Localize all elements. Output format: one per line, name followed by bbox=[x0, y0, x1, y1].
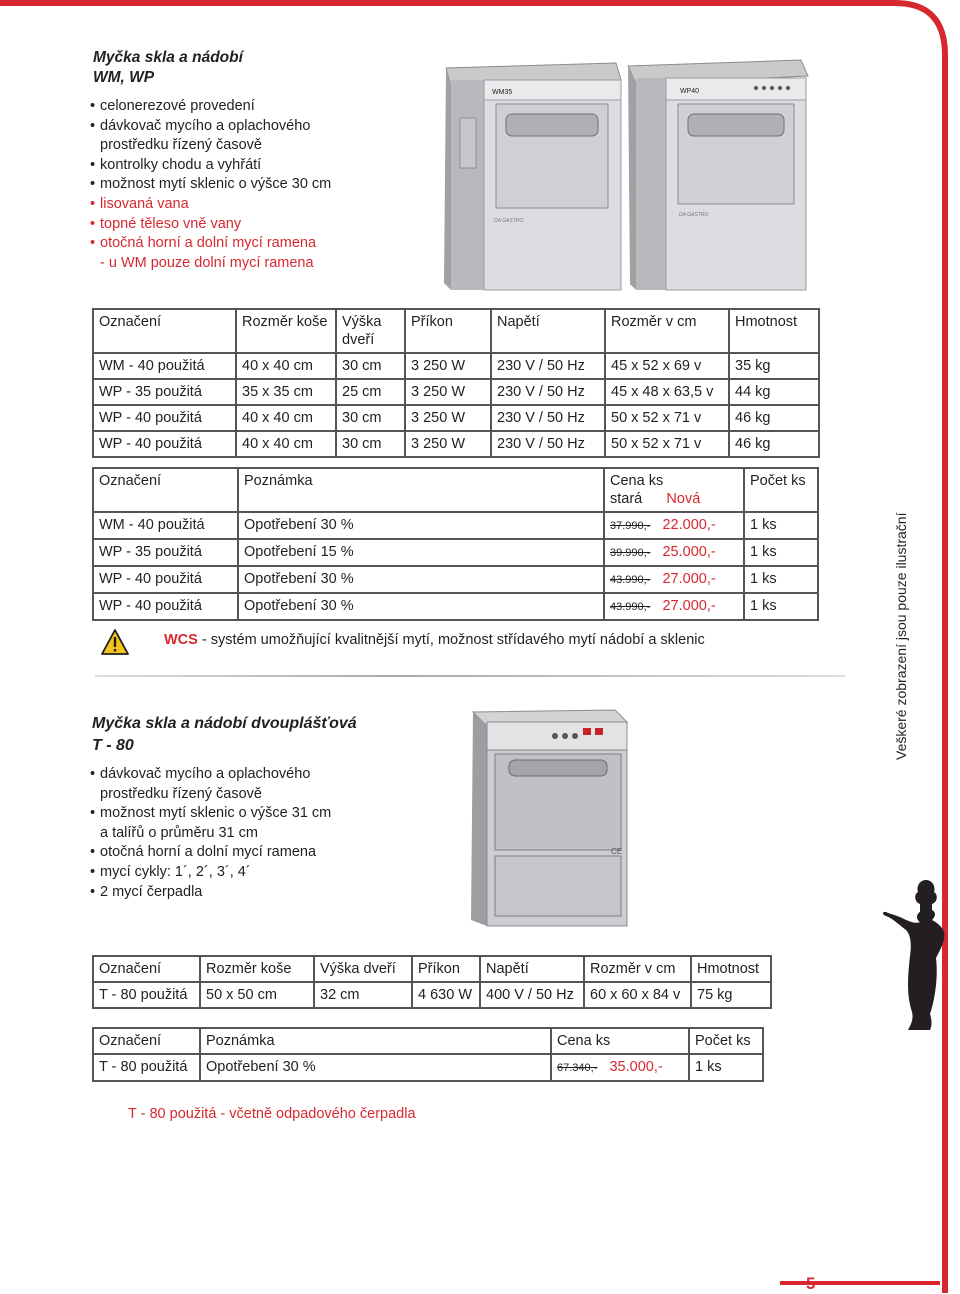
table-cell: 230 V / 50 Hz bbox=[491, 379, 605, 405]
chef-silhouette-icon bbox=[880, 878, 960, 1033]
item-count: 1 ks bbox=[689, 1054, 763, 1081]
table-cell: 75 kg bbox=[691, 982, 771, 1008]
table-cell: 50 x 52 x 71 v bbox=[605, 431, 729, 457]
item-count: 1 ks bbox=[744, 566, 818, 593]
price-table-2 bbox=[92, 1027, 764, 1082]
item-name: WP - 40 použitá bbox=[93, 566, 238, 593]
t80-dishwasher-image bbox=[465, 708, 635, 930]
feature-item: • otočná horní a dolní mycí ramena bbox=[90, 843, 331, 863]
table-cell: 46 kg bbox=[729, 431, 819, 457]
table-cell: 25 cm bbox=[336, 379, 405, 405]
table-cell: WM - 40 použitá bbox=[93, 353, 236, 379]
divider bbox=[95, 675, 845, 677]
spec-table-2 bbox=[92, 955, 772, 1009]
table-row bbox=[93, 512, 818, 539]
table-cell: 30 cm bbox=[336, 431, 405, 457]
old-price: 67.340,- bbox=[557, 1062, 598, 1074]
wp40-brand: DA GASTRO bbox=[679, 212, 709, 218]
table-cell: 45 x 48 x 63,5 v bbox=[605, 379, 729, 405]
feature-item: prostředku řízený časově bbox=[100, 785, 262, 802]
section2-title-line2: T - 80 bbox=[92, 737, 134, 754]
old-price: 43.990,- bbox=[610, 601, 651, 613]
header-vyska-dveri: Výška dveří bbox=[336, 309, 405, 353]
section1-title-line2: WM, WP bbox=[93, 69, 155, 86]
table-cell: 50 x 52 x 71 v bbox=[605, 405, 729, 431]
item-name: WM - 40 použitá bbox=[93, 512, 238, 539]
header-oznaceni: Označení bbox=[93, 1028, 200, 1054]
feature-item: • otočná horní a dolní mycí ramena bbox=[90, 234, 331, 254]
new-price: 27.000,- bbox=[662, 571, 716, 587]
table-cell: 35 x 35 cm bbox=[236, 379, 336, 405]
wm35-label: WM35 bbox=[492, 89, 513, 96]
table-row bbox=[93, 593, 818, 620]
table-cell: 230 V / 50 Hz bbox=[491, 405, 605, 431]
feature-item: • kontrolky chodu a vyhřátí bbox=[90, 156, 331, 176]
table-row bbox=[93, 539, 818, 566]
item-price bbox=[604, 539, 744, 566]
wp40-machine bbox=[628, 60, 808, 290]
table-cell: 44 kg bbox=[729, 379, 819, 405]
feature-item: • možnost mytí sklenic o výšce 31 cm bbox=[90, 804, 331, 824]
ce-mark-icon: CE bbox=[611, 847, 623, 856]
side-disclaimer-text: Veškeré zobrazení jsou pouze ilustrační bbox=[893, 512, 909, 760]
item-note: Opotřebení 15 % bbox=[238, 539, 604, 566]
wcs-text: - systém umožňující kvalitnější mytí, možnost střídavého mytí nádobí a sklenic bbox=[197, 632, 705, 648]
wm35-brand: DA GASTRO bbox=[494, 218, 524, 224]
table-cell: 4 630 W bbox=[412, 982, 480, 1008]
table-header-row bbox=[93, 1028, 763, 1054]
table-cell: 3 250 W bbox=[405, 431, 491, 457]
table-cell: 46 kg bbox=[729, 405, 819, 431]
header-rozmer-kose: Rozměr koše bbox=[236, 309, 336, 353]
table-cell: 40 x 40 cm bbox=[236, 405, 336, 431]
page-number: 5 bbox=[806, 1274, 816, 1293]
section1-title-line1: Myčka skla a nádobí bbox=[93, 49, 243, 66]
header-hmotnost: Hmotnost bbox=[691, 956, 771, 982]
section2-title-line1: Myčka skla a nádobí dvouplášťová bbox=[92, 715, 357, 732]
item-note: Opotřebení 30 % bbox=[238, 512, 604, 539]
item-price bbox=[551, 1054, 689, 1081]
footnote: T - 80 použitá - včetně odpadového čerpadla bbox=[128, 1106, 416, 1122]
feature-item: • možnost mytí sklenic o výšce 30 cm bbox=[90, 175, 331, 195]
item-name: WP - 40 použitá bbox=[93, 593, 238, 620]
header-napeti: Napětí bbox=[491, 309, 605, 353]
wm-wp-dishwashers-image bbox=[436, 58, 814, 294]
table-cell: 30 cm bbox=[336, 405, 405, 431]
table-cell: 30 cm bbox=[336, 353, 405, 379]
header-cena: Cena ks stará Nová bbox=[604, 468, 744, 512]
header-poznamka: Poznámka bbox=[200, 1028, 551, 1054]
table-cell: 3 250 W bbox=[405, 379, 491, 405]
table-cell: 3 250 W bbox=[405, 353, 491, 379]
header-prikon: Příkon bbox=[412, 956, 480, 982]
table-cell: 230 V / 50 Hz bbox=[491, 431, 605, 457]
spec-table-1 bbox=[92, 308, 820, 458]
old-price: 39.990,- bbox=[610, 547, 651, 559]
header-poznamka: Poznámka bbox=[238, 468, 604, 512]
header-oznaceni: Označení bbox=[93, 956, 200, 982]
old-price: 37.990,- bbox=[610, 520, 651, 532]
wcs-note bbox=[164, 632, 705, 648]
feature-item: • dávkovač mycího a oplachového bbox=[90, 117, 331, 137]
table-cell: 35 kg bbox=[729, 353, 819, 379]
header-prikon: Příkon bbox=[405, 309, 491, 353]
table-cell: 3 250 W bbox=[405, 405, 491, 431]
table-row bbox=[93, 431, 819, 457]
warning-icon bbox=[100, 628, 130, 656]
table-cell: 50 x 50 cm bbox=[200, 982, 314, 1008]
table-cell: WP - 40 použitá bbox=[93, 431, 236, 457]
table-row bbox=[93, 405, 819, 431]
section1-feature-list bbox=[90, 97, 331, 273]
feature-item: • topné těleso vně vany bbox=[90, 215, 331, 235]
new-price: 25.000,- bbox=[662, 544, 716, 560]
table-row bbox=[93, 566, 818, 593]
header-oznaceni: Označení bbox=[93, 468, 238, 512]
header-cena: Cena ks bbox=[551, 1028, 689, 1054]
feature-item: • 2 mycí čerpadla bbox=[90, 883, 331, 903]
table-row bbox=[93, 353, 819, 379]
item-price bbox=[604, 566, 744, 593]
item-name: T - 80 použitá bbox=[93, 1054, 200, 1081]
table-cell: 40 x 40 cm bbox=[236, 353, 336, 379]
table-cell: 40 x 40 cm bbox=[236, 431, 336, 457]
item-name: WP - 35 použitá bbox=[93, 539, 238, 566]
table-header-row bbox=[93, 309, 819, 353]
header-pocet: Počet ks bbox=[744, 468, 818, 512]
feature-item: - u WM pouze dolní mycí ramena bbox=[100, 254, 314, 271]
section1-title bbox=[93, 48, 243, 88]
header-hmotnost: Hmotnost bbox=[729, 309, 819, 353]
wm35-machine bbox=[444, 63, 621, 290]
section2-feature-list bbox=[90, 765, 331, 902]
item-note: Opotřebení 30 % bbox=[200, 1054, 551, 1081]
wcs-label: WCS bbox=[164, 632, 198, 648]
new-price: 35.000,- bbox=[609, 1059, 663, 1075]
wp40-label: WP40 bbox=[680, 88, 700, 95]
table-cell: 45 x 52 x 69 v bbox=[605, 353, 729, 379]
table-header-row bbox=[93, 956, 771, 982]
old-price: 43.990,- bbox=[610, 574, 651, 586]
feature-item: • lisovaná vana bbox=[90, 195, 331, 215]
table-row bbox=[93, 1054, 763, 1081]
new-price: 27.000,- bbox=[662, 598, 716, 614]
header-oznaceni: Označení bbox=[93, 309, 236, 353]
header-rozmer-kose: Rozměr koše bbox=[200, 956, 314, 982]
header-rozmer-cm: Rozměr v cm bbox=[584, 956, 691, 982]
table-cell: 230 V / 50 Hz bbox=[491, 353, 605, 379]
item-count: 1 ks bbox=[744, 512, 818, 539]
feature-item: • mycí cykly: 1´, 2´, 3´, 4´ bbox=[90, 863, 331, 883]
header-pocet: Počet ks bbox=[689, 1028, 763, 1054]
header-napeti: Napětí bbox=[480, 956, 584, 982]
item-note: Opotřebení 30 % bbox=[238, 566, 604, 593]
table-cell: T - 80 použitá bbox=[93, 982, 200, 1008]
feature-item: • celonerezové provedení bbox=[90, 97, 331, 117]
side-disclaimer bbox=[893, 512, 913, 780]
header-rozmer-cm: Rozměr v cm bbox=[605, 309, 729, 353]
table-cell: 60 x 60 x 84 v bbox=[584, 982, 691, 1008]
table-cell: 32 cm bbox=[314, 982, 412, 1008]
feature-item: a talířů o průměru 31 cm bbox=[100, 824, 258, 841]
table-header-row bbox=[93, 468, 818, 512]
header-vyska-dveri: Výška dveří bbox=[314, 956, 412, 982]
new-price: 22.000,- bbox=[662, 517, 716, 533]
price-table-1 bbox=[92, 467, 819, 621]
item-count: 1 ks bbox=[744, 539, 818, 566]
table-row bbox=[93, 982, 771, 1008]
item-count: 1 ks bbox=[744, 593, 818, 620]
item-note: Opotřebení 30 % bbox=[238, 593, 604, 620]
table-cell: WP - 35 použitá bbox=[93, 379, 236, 405]
feature-item: prostředku řízený časově bbox=[100, 137, 262, 154]
table-cell: WP - 40 použitá bbox=[93, 405, 236, 431]
feature-item: • dávkovač mycího a oplachového bbox=[90, 765, 331, 785]
table-cell: 400 V / 50 Hz bbox=[480, 982, 584, 1008]
section2-title bbox=[92, 714, 357, 756]
item-price bbox=[604, 512, 744, 539]
table-row bbox=[93, 379, 819, 405]
item-price bbox=[604, 593, 744, 620]
